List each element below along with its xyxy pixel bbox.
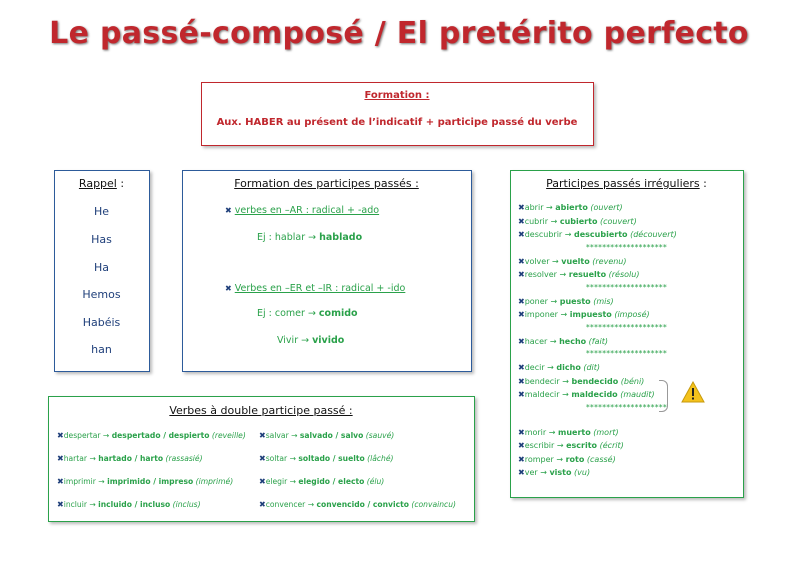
- verb-text: maldecir →: [524, 390, 572, 399]
- list-item: [518, 441, 624, 450]
- participle-text: imprimido / impreso: [107, 477, 194, 486]
- translation-text: (revenu): [589, 256, 627, 266]
- cross-bullet-icon: ✖: [518, 336, 525, 346]
- rappel-heading-label: Rappel: [78, 177, 117, 190]
- warning-icon: [681, 381, 705, 407]
- ir-example-lead: Vivir →: [277, 335, 313, 346]
- cross-bullet-icon: ✖: [518, 441, 525, 450]
- er-example-result: comido: [318, 308, 358, 319]
- cross-bullet-icon: ✖: [57, 500, 64, 509]
- verb-text: resolver →: [524, 270, 569, 279]
- verb-text: hacer →: [524, 336, 560, 346]
- participle-text: hartado / harto: [98, 454, 164, 463]
- list-item: [259, 431, 394, 440]
- cross-bullet-icon: ✖: [259, 500, 266, 509]
- double-box: [48, 396, 475, 522]
- er-rule: Verbes en –ER et –IR : radical + -ido: [234, 283, 406, 294]
- participle-text: abierto: [555, 203, 588, 212]
- cross-bullet-icon: ✖: [225, 206, 232, 215]
- rappel-heading-colon: :: [116, 177, 125, 190]
- cross-bullet-icon: ✖: [57, 454, 64, 463]
- cross-bullet-icon: ✖: [518, 427, 525, 437]
- participle-text: puesto: [559, 296, 591, 306]
- list-item: [518, 230, 677, 239]
- cross-bullet-icon: ✖: [518, 256, 525, 266]
- separator: ********************: [586, 242, 667, 252]
- ar-rule: verbes en –AR : radical + -ado: [234, 205, 380, 216]
- participle-text: convencido / convicto: [316, 500, 409, 509]
- translation-text: (reveille): [209, 431, 246, 440]
- translation-text: (inclus): [170, 500, 201, 509]
- list-item: [518, 337, 608, 346]
- participle-text: muerto: [557, 427, 591, 437]
- participle-text: resuelto: [568, 270, 607, 279]
- participle-text: salvado / salvo: [299, 431, 364, 440]
- participle-text: cubierto: [559, 216, 598, 226]
- participle-text: elegido / electo: [298, 477, 365, 486]
- irreguliers-box: [510, 170, 744, 498]
- list-item: [57, 477, 233, 486]
- translation-text: (couvert): [597, 216, 637, 226]
- list-item: [518, 468, 590, 477]
- verb-text: romper →: [524, 454, 566, 464]
- cross-bullet-icon: ✖: [518, 270, 525, 279]
- ir-example: [277, 335, 344, 346]
- verb-text: soltar →: [265, 454, 299, 463]
- participle-text: impuesto: [569, 310, 612, 319]
- participle-text: roto: [565, 454, 585, 464]
- rappel-item-han: han: [91, 343, 112, 356]
- ar-example-lead: Ej : hablar →: [257, 232, 320, 243]
- verb-text: morir →: [524, 427, 558, 437]
- translation-text: (élu): [364, 477, 385, 486]
- translation-text: (dit): [580, 363, 601, 372]
- translation-text: (imposé): [611, 310, 650, 319]
- list-item: [259, 454, 393, 463]
- participle-text: bendecido: [571, 376, 619, 386]
- participle-text: soltado / suelto: [298, 454, 365, 463]
- translation-text: (ouvert): [587, 203, 623, 212]
- separator: ********************: [586, 322, 667, 332]
- er-example: [257, 308, 358, 319]
- translation-text: (imprimé): [193, 477, 234, 486]
- cross-bullet-icon: ✖: [225, 284, 232, 293]
- cross-bullet-icon: ✖: [518, 363, 525, 372]
- irreguliers-heading-colon: :: [699, 177, 707, 190]
- list-item: [518, 257, 627, 266]
- participle-text: escrito: [566, 441, 598, 450]
- list-item: [518, 297, 614, 306]
- verb-text: volver →: [524, 256, 562, 266]
- ar-example-result: hablado: [319, 232, 363, 243]
- translation-text: (maudit): [617, 390, 655, 399]
- list-item: [57, 431, 246, 440]
- list-item: [518, 363, 600, 372]
- participle-text: incluido / incluso: [98, 500, 171, 509]
- cross-bullet-icon: ✖: [518, 230, 525, 239]
- cross-bullet-icon: ✖: [259, 454, 266, 463]
- bracket-icon: [659, 380, 668, 412]
- cross-bullet-icon: ✖: [518, 468, 525, 477]
- formation-text: Aux. HABER au présent de l’indicatif + participe passé du verbe: [216, 117, 578, 128]
- cross-bullet-icon: ✖: [57, 431, 64, 440]
- verb-text: descubrir →: [524, 230, 575, 239]
- translation-text: (sauvé): [363, 431, 395, 440]
- ar-example: [257, 232, 362, 243]
- cross-bullet-icon: ✖: [518, 454, 525, 464]
- list-item: [518, 310, 650, 319]
- verb-text: incluir →: [63, 500, 99, 509]
- rappel-heading: [55, 177, 148, 190]
- translation-text: (fait): [586, 336, 609, 346]
- translation-text: (rassasié): [163, 454, 203, 463]
- list-item: [57, 454, 203, 463]
- list-item: [57, 500, 201, 509]
- translation-text: (vu): [571, 468, 591, 477]
- verb-text: escribir →: [524, 441, 567, 450]
- irreguliers-heading-label: Participes passés irréguliers: [546, 177, 700, 190]
- cross-bullet-icon: ✖: [518, 216, 525, 226]
- list-item: [259, 477, 384, 486]
- list-item: [518, 270, 639, 279]
- formation-box: [201, 82, 594, 146]
- separator: ********************: [586, 349, 667, 358]
- cross-bullet-icon: ✖: [57, 477, 64, 486]
- translation-text: (mis): [590, 296, 614, 306]
- verb-text: hartar →: [63, 454, 99, 463]
- ir-example-result: vivido: [312, 335, 345, 346]
- list-item: [518, 377, 644, 386]
- translation-text: (cassé): [584, 454, 616, 464]
- participle-text: dicho: [556, 363, 581, 372]
- verb-text: convencer →: [265, 500, 317, 509]
- cross-bullet-icon: ✖: [518, 390, 525, 399]
- verb-text: imponer →: [524, 310, 570, 319]
- verb-text: poner →: [524, 296, 560, 306]
- verb-text: elegir →: [265, 477, 299, 486]
- er-example-lead: Ej : comer →: [257, 308, 319, 319]
- participle-text: visto: [549, 468, 572, 477]
- list-item: [259, 500, 456, 509]
- separator: ********************: [586, 402, 667, 412]
- rappel-item-hemos: Hemos: [82, 288, 121, 301]
- translation-text: (convaincu): [408, 500, 456, 509]
- verb-text: abrir →: [524, 203, 556, 212]
- cross-bullet-icon: ✖: [259, 477, 266, 486]
- formation-participes-box: [182, 170, 472, 372]
- separator: ********************: [586, 282, 667, 292]
- list-item: [518, 390, 655, 399]
- participes-heading: Formation des participes passés :: [234, 177, 419, 190]
- translation-text: (découvert): [627, 230, 677, 239]
- translation-text: (béni): [618, 376, 645, 386]
- translation-text: (résolu): [606, 270, 640, 279]
- page-title: Le passé-composé / El pretérito perfecto: [49, 16, 749, 51]
- translation-text: (écrit): [597, 441, 624, 450]
- participle-text: maldecido: [571, 390, 618, 399]
- verb-text: decir →: [524, 363, 557, 372]
- cross-bullet-icon: ✖: [518, 296, 525, 306]
- irreguliers-heading: [511, 177, 742, 190]
- translation-text: (mort): [590, 427, 619, 437]
- participle-text: despertado / despierto: [111, 431, 210, 440]
- rappel-item-he: He: [93, 205, 110, 218]
- double-heading: Verbes à double participe passé :: [169, 404, 353, 417]
- rappel-item-habeis: Habéis: [82, 316, 121, 329]
- verb-text: imprimir →: [63, 477, 108, 486]
- verb-text: salvar →: [265, 431, 300, 440]
- rappel-item-has: Has: [91, 233, 112, 246]
- list-item: [518, 203, 623, 212]
- verb-text: despertar →: [63, 431, 112, 440]
- participle-text: hecho: [559, 336, 587, 346]
- rappel-box: [54, 170, 150, 372]
- rappel-item-ha: Ha: [93, 261, 109, 274]
- ar-rule-line: [225, 205, 379, 216]
- cross-bullet-icon: ✖: [518, 376, 525, 386]
- cross-bullet-icon: ✖: [518, 203, 525, 212]
- participle-text: vuelto: [561, 256, 590, 266]
- verb-text: ver →: [524, 468, 550, 477]
- list-item: [518, 428, 619, 437]
- verb-text: bendecir →: [524, 376, 572, 386]
- formation-heading: Formation :: [364, 90, 430, 101]
- list-item: [518, 455, 616, 464]
- participle-text: descubierto: [574, 230, 628, 239]
- translation-text: (lâché): [364, 454, 394, 463]
- verb-text: cubrir →: [524, 216, 560, 226]
- cross-bullet-icon: ✖: [259, 431, 266, 440]
- er-rule-line: [225, 283, 405, 294]
- list-item: [518, 217, 637, 226]
- cross-bullet-icon: ✖: [518, 310, 525, 319]
